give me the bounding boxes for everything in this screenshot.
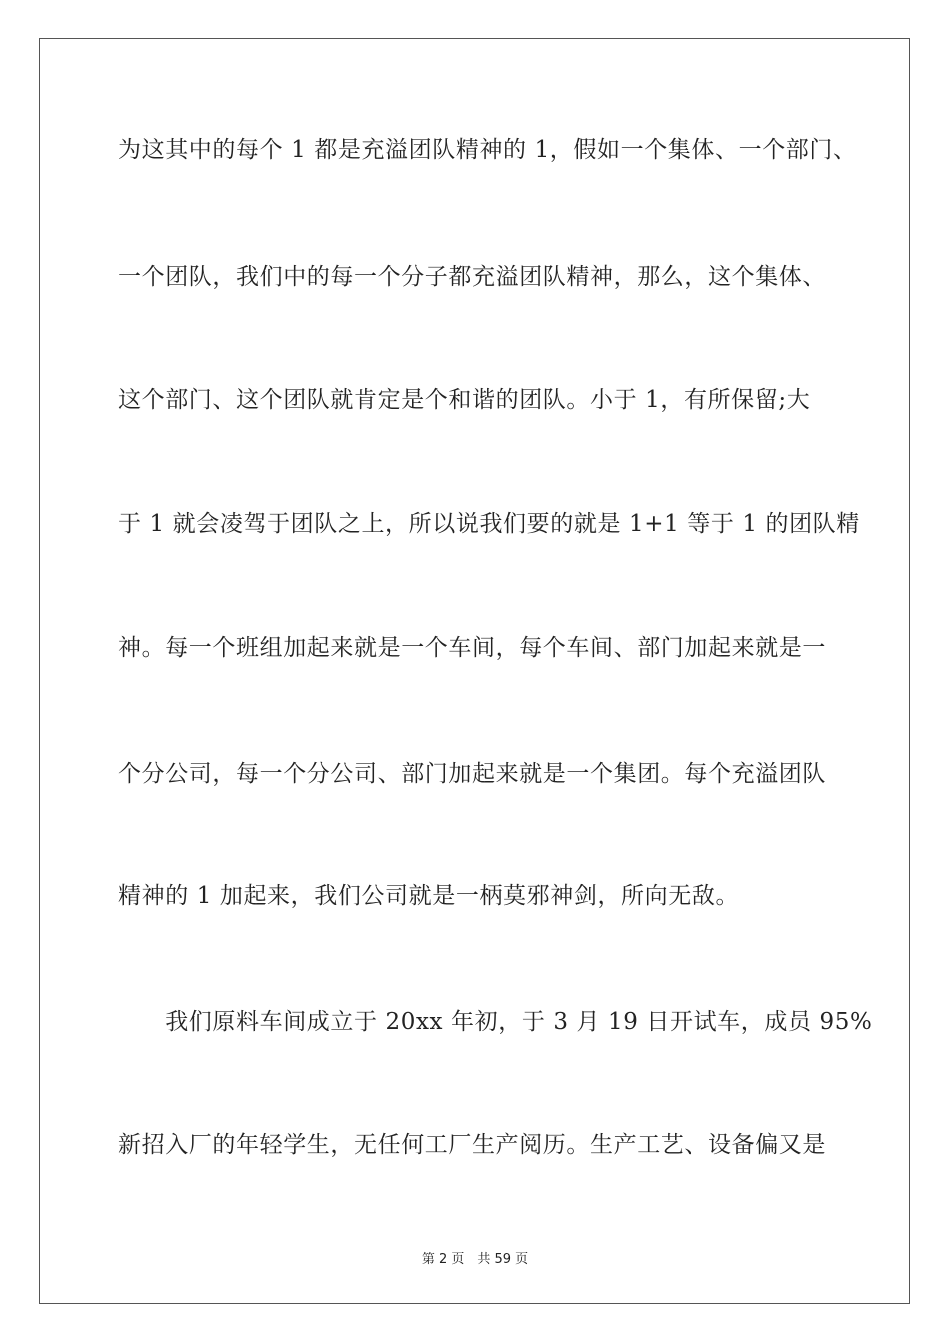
text-line-6: 个分公司，每一个分公司、部门加起来就是一个集团。每个充溢团队	[118, 761, 826, 787]
text-line-5: 神。每一个班组加起来就是一个车间，每个车间、部门加起来就是一	[118, 635, 826, 661]
text-line-4: 于 1 就会凌驾于团队之上，所以说我们要的就是 1+1 等于 1 的团队精	[118, 511, 860, 537]
text-line-7: 精神的 1 加起来，我们公司就是一柄莫邪神剑，所向无敌。	[118, 883, 740, 909]
text-line-3: 这个部门、这个团队就肯定是个和谐的团队。小于 1，有所保留;大	[118, 387, 811, 413]
text-line-8: 我们原料车间成立于 20xx 年初，于 3 月 19 日开试车，成员 95%	[118, 1009, 873, 1035]
page-number-footer: 第 2 页 共 59 页	[421, 1252, 529, 1267]
page-border	[39, 38, 910, 1304]
text-line-2: 一个团队，我们中的每一个分子都充溢团队精神，那么，这个集体、	[118, 264, 826, 290]
text-line-9: 新招入厂的年轻学生，无任何工厂生产阅历。生产工艺、设备偏又是	[118, 1132, 826, 1158]
text-line-1: 为这其中的每个 1 都是充溢团队精神的 1，假如一个集体、一个部门、	[118, 137, 857, 163]
